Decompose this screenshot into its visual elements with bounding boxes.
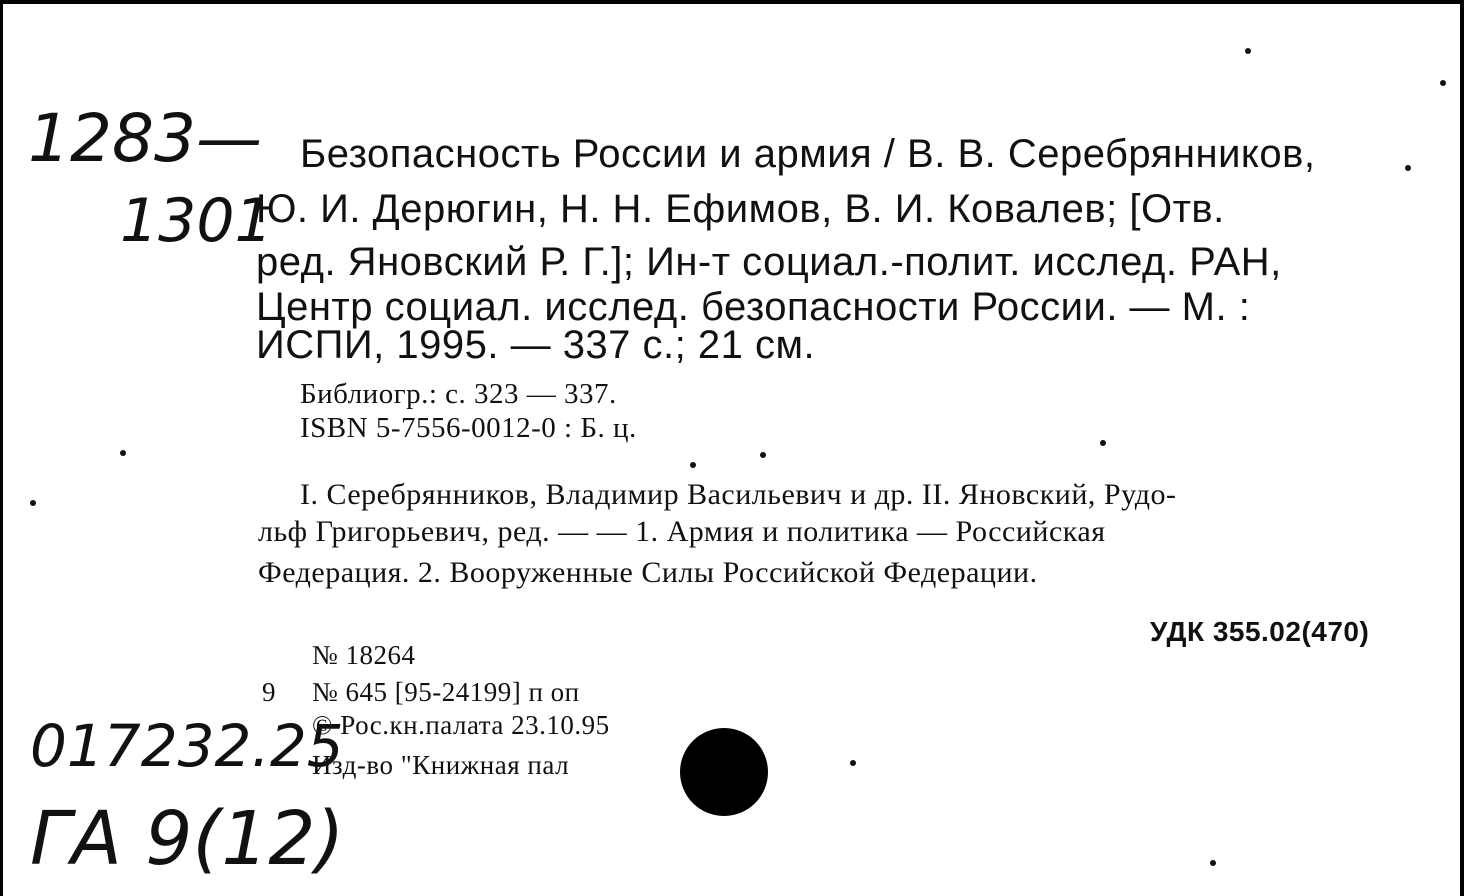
copy-prefix: 9 — [262, 677, 276, 707]
publisher-line: Изд-во "Книжная пал — [312, 750, 570, 780]
title-line-2: Ю. И. Дерюгин, Н. Н. Ефимов, В. И. Ковалев; [Отв. — [256, 187, 1225, 231]
subject-line-2: льф Григорьевич, ред. — — 1. Армия и политика — Российская — [258, 515, 1106, 548]
card-border-right — [1460, 0, 1464, 896]
scan-speck — [1210, 860, 1216, 866]
scan-speck — [1100, 440, 1106, 446]
scan-speck — [850, 760, 856, 766]
title-line-4: Центр социал. исслед. безопасности России. — М. : — [256, 285, 1251, 329]
scan-speck — [760, 452, 766, 458]
handwritten-number-top: 1283— — [28, 100, 262, 177]
scan-speck — [120, 450, 126, 456]
card-number: № 18264 — [312, 640, 416, 670]
punch-hole — [680, 728, 768, 816]
handwritten-accession: 017232.25 — [30, 712, 344, 780]
scan-speck — [1440, 80, 1446, 86]
bibliography-note: Библиогр.: с. 323 — 337. — [300, 378, 617, 410]
udc-index: УДК 355.02(470) — [1150, 616, 1370, 647]
scan-speck — [1245, 48, 1251, 54]
card-border-left — [0, 0, 3, 896]
title-line-1: Безопасность России и армия / В. В. Серебрянников, — [300, 132, 1316, 176]
subject-line-3: Федерация. 2. Вооруженные Силы Российской Федерации. — [258, 556, 1038, 589]
handwritten-shelf-mark: ГА 9(12) — [30, 796, 345, 882]
scan-speck — [30, 500, 36, 506]
scan-speck — [690, 462, 696, 468]
isbn-note: ISBN 5-7556-0012-0 : Б. ц. — [300, 412, 637, 444]
card-border-top — [0, 0, 1464, 4]
copy-line: № 645 [95-24199] п оп — [312, 677, 580, 707]
handwritten-number-second: 1301 — [120, 186, 273, 256]
title-line-5: ИСПИ, 1995. — 337 с.; 21 см. — [256, 323, 816, 367]
scan-speck — [1405, 165, 1411, 171]
subject-line-1: I. Серебрянников, Владимир Васильевич и др. II. Яновский, Рудо- — [300, 478, 1177, 511]
copyright-line: © Рос.кн.палата 23.10.95 — [312, 710, 610, 740]
title-line-3: ред. Яновский Р. Г.]; Ин-т социал.-полит. исслед. РАН, — [256, 240, 1282, 284]
